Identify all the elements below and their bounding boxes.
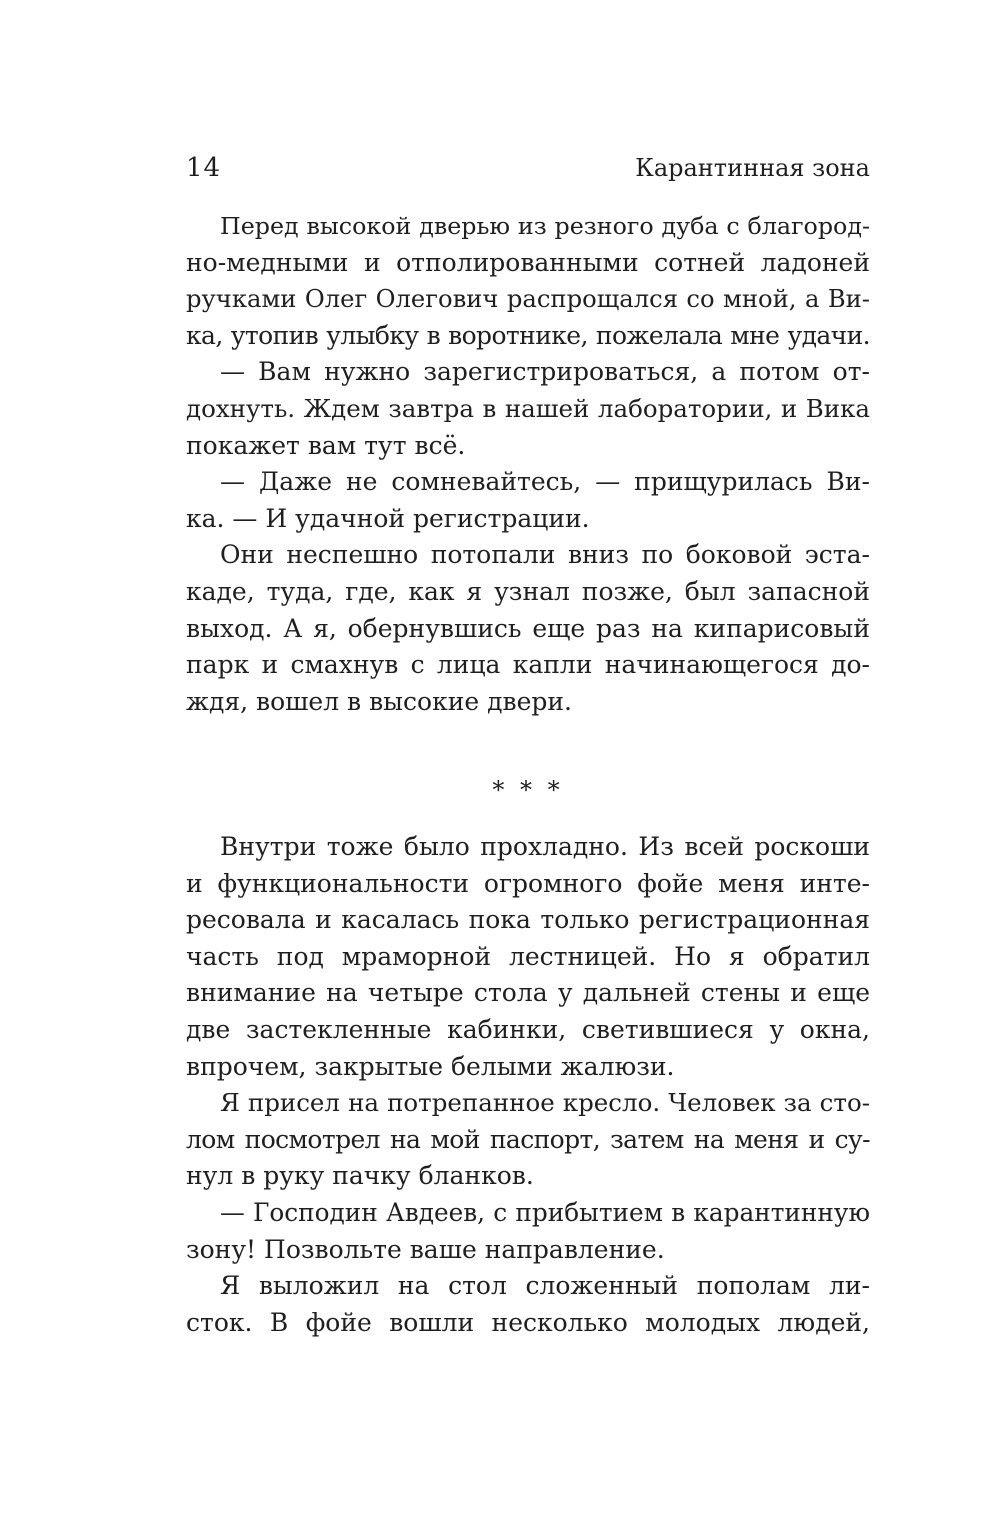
text-line: выход. А я, обернувшись еще раз на кипарисовый — [186, 613, 870, 643]
text-line: ка. — И удачной регистрации. — [186, 503, 590, 533]
text-line: и функциональности огромного фойе меня инте- — [186, 868, 870, 898]
text-line: парк и смахнув с лица капли начинающегося до- — [186, 650, 870, 680]
text-line: ресовала и касалась пока только регистрационная — [186, 905, 870, 935]
text-line: Внутри тоже было прохладно. Из всей роскоши — [220, 832, 870, 861]
text-line: — Вам нужно зарегистрироваться, а потом от- — [220, 357, 870, 387]
text-section-1 — [186, 208, 870, 720]
text-line: Они неспешно потопали вниз по боковой эста- — [220, 540, 870, 570]
text-line: зону! Позвольте ваше направление. — [186, 1234, 665, 1264]
text-line: ручками Олег Олегович распрощался со мной, а Ви- — [186, 284, 870, 314]
text-line: Перед высокой дверью из резного дуба с благород- — [220, 212, 870, 240]
text-line: Я выложил на стол сложенный пополам ли- — [220, 1271, 870, 1301]
section-separator: * * * — [492, 776, 564, 804]
text-line: две застекленные кабинки, светившиеся у окна, — [186, 1014, 870, 1044]
text-line: часть под мраморной лестницей. Но я обратил — [186, 941, 870, 971]
text-line: — Даже не сомневайтесь, — прищурилась Ви- — [220, 467, 870, 497]
text-line: покажет вам тут всё. — [186, 430, 466, 460]
text-line: сток. В фойе вошли несколько молодых людей, — [186, 1307, 870, 1337]
text-section-2 — [186, 829, 870, 1341]
text-line: но-медными и отполированными сотней ладоней — [186, 247, 870, 277]
page-number: 14 — [186, 153, 222, 183]
text-line: — Господин Авдеев, с прибытием в карантинную — [220, 1197, 870, 1227]
text-line: дохнуть. Ждем завтра в нашей лаборатории, и Вика — [186, 393, 870, 423]
text-line: ждя, вошел в высокие двери. — [186, 686, 572, 716]
page-header — [186, 150, 870, 186]
text-line: нул в руку пачку бланков. — [186, 1161, 534, 1191]
text-line: Я присел на потрепанное кресло. Человек за сто- — [220, 1088, 870, 1118]
text-line: внимание на четыре стола у дальней стены и еще — [186, 978, 870, 1008]
text-line: впрочем, закрытые белыми жалюзи. — [186, 1051, 675, 1081]
text-line: лом посмотрел на мой паспорт, затем на меня и су- — [186, 1124, 870, 1154]
text-line: ка, утопив улыбку в воротнике, пожелала мне удачи. — [186, 320, 870, 350]
running-title: Карантинная зона — [635, 154, 870, 182]
text-line: каде, туда, где, как я узнал позже, был запасной — [186, 576, 870, 606]
